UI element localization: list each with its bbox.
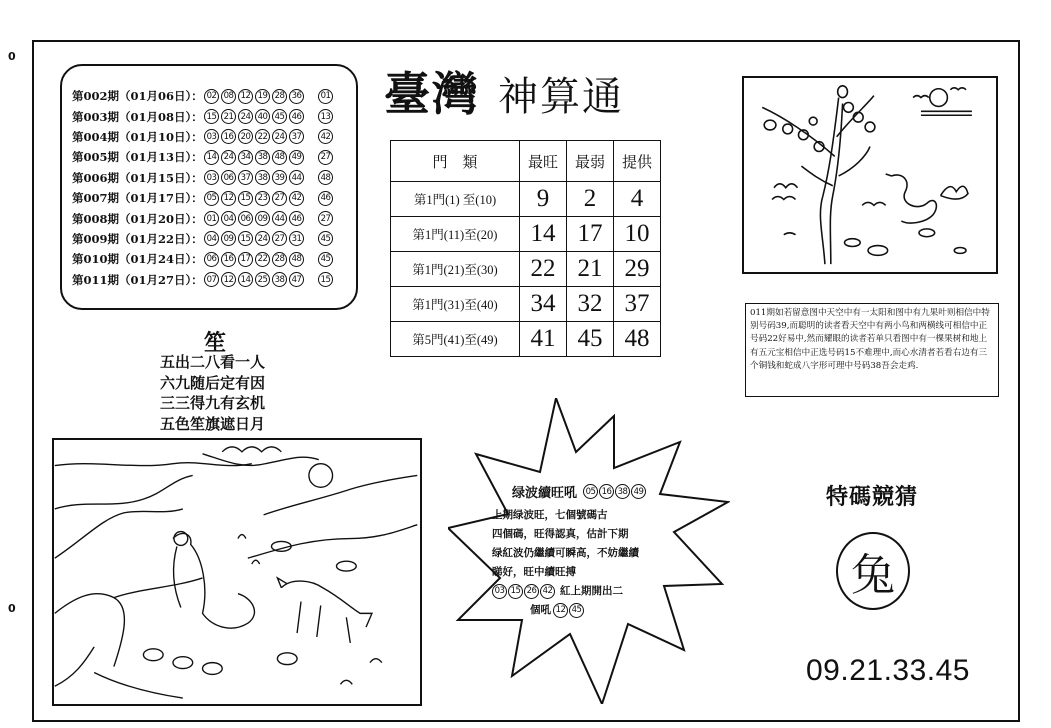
number-ball: 12 [553,603,568,618]
table-header-row [391,141,661,182]
number-ball: 12 [221,191,236,206]
table-cell-min: 45 [567,322,614,357]
number-ball: 06 [204,252,219,267]
draw-numbers [204,170,304,185]
number-ball: 44 [272,211,287,226]
draw-row [72,106,356,126]
star-bottom-numbers [492,584,555,599]
draw-row [72,208,356,228]
final-numbers: 09.21.33.45 [806,654,970,687]
page-title [384,58,624,124]
table-cell-provide: 37 [614,287,661,322]
number-ball: 21 [221,109,236,124]
starburst-panel [448,398,730,704]
table-row [391,322,661,357]
zodiac-guess: 兔 [851,550,895,601]
number-ball: 45 [569,603,584,618]
draw-numbers [204,109,304,124]
number-ball: 38 [615,484,630,499]
table-cell-max: 22 [520,252,567,287]
number-ball: 38 [272,272,287,287]
table-header-category: 門 類 [391,141,520,182]
table-cell-min: 17 [567,217,614,252]
star-line: 四個碼，旺得認真，估計下期 [492,528,629,540]
number-ball: 28 [272,89,287,104]
number-ball: 14 [204,150,219,165]
star-line: 上期绿波旺，七個號碼古 [492,509,608,521]
draw-period-label: 第002期（01月06日）： [72,89,203,104]
special-number-ball: 15 [318,272,333,287]
draw-row [72,188,356,208]
table-header-min: 最弱 [567,141,614,182]
table-cell-range: 第1門(11)至(20) [391,217,520,252]
draw-period-label: 第004期（01月10日）： [72,129,203,144]
guess-title: 特碼競猜 [826,484,919,510]
number-ball: 48 [289,252,304,267]
table-cell-provide: 29 [614,252,661,287]
table-cell-min: 32 [567,287,614,322]
draw-period-label: 第003期（01月08日）： [72,109,203,124]
star-last-line [530,601,639,620]
draw-numbers [204,272,304,287]
number-ball: 19 [255,89,270,104]
draw-period-label: 第009期（01月22日）： [72,231,203,246]
margin-mark-bottom: 0 [8,602,16,615]
draw-history-panel [60,64,358,310]
table-header-max: 最旺 [520,141,567,182]
number-ball: 24 [238,109,253,124]
table-cell-range: 第5門(41)至(49) [391,322,520,357]
number-ball: 27 [272,191,287,206]
draw-row [72,147,356,167]
special-number-ball: 13 [318,109,333,124]
poem-line: 六九随后定有因 [160,373,266,392]
star-heading [512,482,646,501]
number-ball: 38 [255,170,270,185]
table-row [391,217,661,252]
number-ball: 39 [272,170,287,185]
draw-period-label: 第005期（01月13日）： [72,150,203,165]
star-line: 绿紅波仍繼續可瞬高，不妨繼續 [492,547,639,559]
table-cell-provide: 4 [614,182,661,217]
number-ball: 24 [272,129,287,144]
table-cell-range: 第1門(31)至(40) [391,287,520,322]
star-body [492,506,639,620]
scene-drawing [54,440,420,704]
number-ball: 49 [631,484,646,499]
draw-row [72,270,356,290]
number-ball: 03 [204,129,219,144]
table-cell-max: 9 [520,182,567,217]
draw-numbers [204,252,304,267]
number-ball: 22 [255,252,270,267]
number-ball: 46 [289,211,304,226]
scene-illustration [52,438,422,706]
tree-snake-illustration [742,76,998,274]
table-cell-provide: 48 [614,322,661,357]
star-heading-numbers [583,484,646,499]
door-stats-table [390,140,661,357]
number-ball: 12 [221,272,236,287]
number-ball: 09 [221,231,236,246]
number-ball: 06 [238,211,253,226]
number-ball: 22 [255,129,270,144]
number-ball: 44 [289,170,304,185]
draw-numbers [204,191,304,206]
number-ball: 49 [289,150,304,165]
star-line: 睇好，旺中續旺搏 [492,566,576,578]
number-ball: 02 [204,89,219,104]
number-ball: 46 [289,109,304,124]
number-ball: 37 [289,129,304,144]
number-ball: 37 [238,170,253,185]
number-ball: 03 [492,584,507,599]
number-ball: 15 [238,231,253,246]
special-number-ball: 27 [318,150,333,165]
table-cell-provide: 10 [614,217,661,252]
draw-row [72,86,356,106]
draw-row [72,249,356,269]
number-ball: 47 [289,272,304,287]
tree-snake-drawing [744,78,996,272]
number-ball: 15 [238,191,253,206]
table-cell-max: 14 [520,217,567,252]
draw-period-label: 第007期（01月17日）： [72,191,203,206]
table-row [391,252,661,287]
special-number-ball: 42 [318,129,333,144]
draw-row [72,127,356,147]
table-row [391,287,661,322]
draw-history-list [72,86,356,290]
draw-numbers [204,89,304,104]
number-ball: 15 [204,109,219,124]
star-heading-text: 绿波續旺吼 [512,486,578,501]
number-ball: 04 [204,231,219,246]
poem-line: 五色笙旗遮日月 [160,414,266,433]
number-ball: 23 [255,191,270,206]
number-ball: 16 [599,484,614,499]
number-ball: 25 [255,272,270,287]
special-number-ball: 27 [318,211,333,226]
number-ball: 42 [540,584,555,599]
number-ball: 16 [221,252,236,267]
number-ball: 09 [255,211,270,226]
table-row [391,182,661,217]
draw-numbers [204,231,304,246]
margin-mark-top: 0 [8,50,16,63]
draw-period-label: 第010期（01月24日）： [72,252,203,267]
number-ball: 01 [204,211,219,226]
star-last-numbers [553,603,584,618]
number-ball: 42 [289,191,304,206]
table-cell-max: 34 [520,287,567,322]
special-number-ball: 46 [318,191,333,206]
number-ball: 03 [204,170,219,185]
table-cell-range: 第1門(1) 至(10) [391,182,520,217]
number-ball: 26 [524,584,539,599]
number-ball: 36 [289,89,304,104]
draw-numbers [204,129,304,144]
special-number-ball: 01 [318,89,333,104]
poem-title: 笙 [204,330,227,356]
table-cell-max: 41 [520,322,567,357]
number-ball: 04 [221,211,236,226]
number-ball: 34 [238,150,253,165]
table-cell-min: 21 [567,252,614,287]
number-ball: 45 [272,109,287,124]
number-ball: 05 [204,191,219,206]
poem [160,352,265,434]
star-last-prefix: 個吼 [530,604,551,616]
number-ball: 14 [238,272,253,287]
table-header-provide: 提供 [614,141,661,182]
draw-period-label: 第008期（01月20日）： [72,211,203,226]
table-body [391,182,661,357]
poem-line: 五出二八看一人 [160,353,266,371]
zodiac-guess-circle [836,532,910,610]
number-ball: 08 [221,89,236,104]
title-part-2: 神算通 [498,74,624,120]
draw-numbers [204,150,304,165]
poem-line: 三三得九有玄机 [160,394,266,412]
special-number-ball: 48 [318,170,333,185]
number-ball: 15 [508,584,523,599]
table-cell-range: 第1門(21)至(30) [391,252,520,287]
number-ball: 17 [238,252,253,267]
star-bottom-line [492,582,639,601]
number-ball: 06 [221,170,236,185]
number-ball: 20 [238,129,253,144]
number-ball: 31 [289,231,304,246]
special-number-ball: 45 [318,231,333,246]
draw-period-label: 第006期（01月15日）： [72,170,203,185]
number-ball: 24 [255,231,270,246]
hint-note: 011期如若留意图中天空中有一太阳和图中有九果叶则相信中特别号码39,而聪明的读者看天空中有两小鸟和两横线可相信中正号码22好易中,然而耀眼的读者若单只看图中有一棵果树和地上有五元宝相信中正选号码15不难理中,而心水清者若看右边有三个铜钱和蛇成八字形可理中号码38吾会走鸡. [745,303,999,397]
number-ball: 24 [221,150,236,165]
table-cell-min: 2 [567,182,614,217]
draw-numbers [204,211,304,226]
title-part-1: 臺灣 [384,67,480,121]
draw-period-label: 第011期（01月27日）： [72,272,203,287]
draw-row [72,229,356,249]
number-ball: 27 [272,231,287,246]
star-bottom-text: 紅上期開出二 [560,585,623,597]
number-ball: 28 [272,252,287,267]
draw-row [72,168,356,188]
number-ball: 48 [272,150,287,165]
number-ball: 16 [221,129,236,144]
number-ball: 07 [204,272,219,287]
number-ball: 40 [255,109,270,124]
number-ball: 38 [255,150,270,165]
special-number-ball: 45 [318,252,333,267]
number-ball: 05 [583,484,598,499]
number-ball: 12 [238,89,253,104]
